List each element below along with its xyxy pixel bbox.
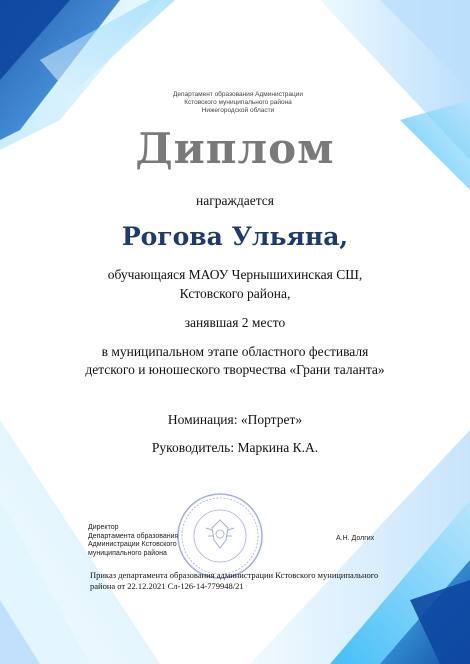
signatory-line-3: Администрации Кстовского xyxy=(88,541,177,548)
signatory-line-4: муниципального района xyxy=(88,549,167,557)
issuer-line-1: Департамент образования Администрации xyxy=(172,91,304,98)
signatory-line-2: Департамента образования xyxy=(88,532,179,540)
awarded-label: награждается xyxy=(196,193,274,208)
order-line-1: Приказ департамента образования администрации Кстовского муниципального xyxy=(90,570,379,580)
description-line-4: в муниципальном этапе областного фестиваля xyxy=(101,344,369,359)
nomination: Номинация: «Портрет» xyxy=(167,412,303,427)
signatory-line-1: Директор xyxy=(88,524,119,531)
description-line-2: Кстовского района, xyxy=(179,286,291,301)
diploma-title: Диплом xyxy=(135,124,335,173)
description-line-1: обучающаяся МАОУ Чернышихинская СШ, xyxy=(107,267,363,282)
description-line-5: детского и юношеского творчества «Грани таланта» xyxy=(85,362,385,377)
official-seal-icon xyxy=(176,492,264,580)
issuer-line-2: Кстовского муниципального района xyxy=(184,99,292,106)
supervisor: Руководитель: Маркина К.А. xyxy=(151,440,319,455)
signer-name: А.Н. Долгих xyxy=(336,535,375,542)
issuer-line-3: Нижегородской области xyxy=(201,107,275,114)
issuer-header xyxy=(143,91,333,115)
description-line-3: занявшая 2 место xyxy=(184,315,286,330)
recipient-name: Рогова Ульяна, xyxy=(121,222,349,251)
signatory-title xyxy=(88,524,178,558)
order-line-2: района от 22.12.2021 Сл-126-14-779948/21 xyxy=(90,581,244,591)
order-reference xyxy=(90,570,410,592)
